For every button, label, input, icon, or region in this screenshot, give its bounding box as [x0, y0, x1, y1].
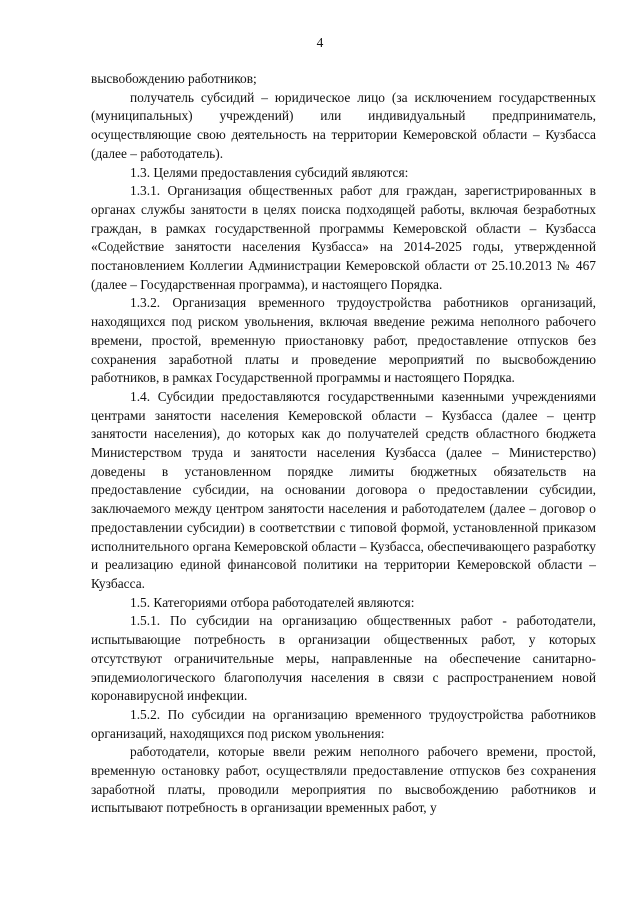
paragraph-continuation: высвобождению работников;	[91, 71, 257, 86]
page-number: 4	[316, 35, 324, 50]
paragraph-1-3-1: 1.3.1. Организация общественных работ для граждан, зарегистрированных в органах службы занятости в целях поиска подходящей работы, включая безработных граждан, в рамках государственной программы Кемеровской области – Кузбасса «Содействие занятости населения Кузбасса» на 2014-2025 годы, утвержденной постановлением Коллегии Администрации Кемеровской области от 25.10.2013 № 467 (далее – Государственная программа), и настоящего Порядка.	[91, 183, 596, 292]
paragraph-employers: работодатели, которые ввели режим неполного рабочего времени, простой, временную остановку работ, осуществляли предоставление отпусков без сохранения заработной платы, проводили мероприятия по высвобождению работников и испытывают потребность в организации временных работ, у	[91, 744, 596, 816]
paragraph-1-3-2: 1.3.2. Организация временного трудоустройства работников организаций, находящихся под риском увольнения, включая введение режима неполного рабочего времени, простой, временную приостановку работ, предоставление отпусков без сохранения заработной платы и проведение мероприятий по высвобождению работников, в рамках Государственной программы и настоящего Порядка.	[91, 295, 596, 386]
paragraph-1-5-1: 1.5.1. По субсидии на организацию общественных работ - работодатели, испытывающие потребность в организации общественных работ, у которых отсутствуют ограничительные меры, направленные на обеспечение санитарно-эпидемиологического благополучия населения в связи с распространением новой коронавирусной инфекции.	[91, 613, 596, 704]
paragraph-1-5-2: 1.5.2. По субсидии на организацию временного трудоустройства работников организаций, находящихся под риском увольнения:	[91, 706, 596, 741]
paragraph-subsidy-recipient-definition: получатель субсидий – юридическое лицо (за исключением государственных (муниципальных) учреждений) или индивидуальный предприниматель, осуществляющие свою деятельность на территории Кемеровской области – Кузбасса (далее – работодатель).	[91, 89, 596, 161]
paragraph-1-5: 1.5. Категориями отбора работодателей являются:	[130, 594, 415, 610]
paragraph-1-4: 1.4. Субсидии предоставляются государственными казенными учреждениями центрами занятости населения Кемеровской области – Кузбасса (далее – центр занятости населения), до которых как до получателей средств областного бюджета Министерством труда и занятости населения Кузбасса (далее – Министерство) доведены в установленном порядке лимиты бюджетных обязательств на предоставление субсидии, на основании договора о предоставлении субсидии, заключаемого между центром занятости населения и работодателем (далее – договор о предоставлении субсидии) в соответствии с типовой формой, установленной приказом исполнительного органа Кемеровской области – Кузбасса, обеспечивающего разработку и реализацию единой финансовой политики на территории Кемеровской области – Кузбасса.	[91, 388, 596, 591]
document-body	[91, 70, 596, 818]
paragraph-1-3: 1.3. Целями предоставления субсидий являются:	[130, 164, 409, 180]
